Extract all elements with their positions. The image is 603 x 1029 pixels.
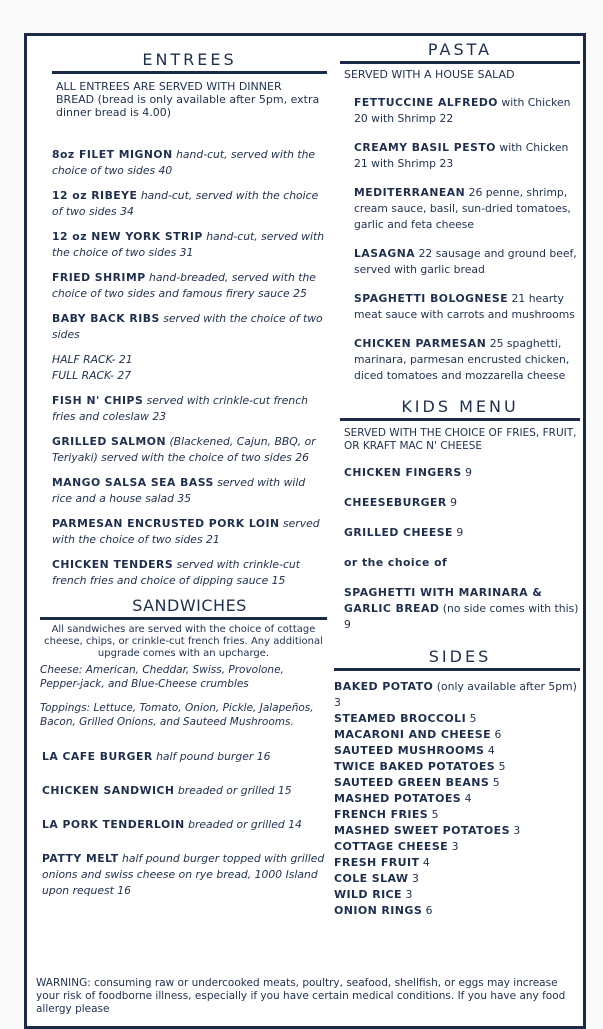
pasta-item-desc: 26 penne, shrimp, cream sauce, basil, sun-dried tomatoes, garlic and feta cheese <box>354 186 571 231</box>
pasta-item-name: LASAGNA <box>354 247 416 260</box>
entree-item <box>52 311 327 343</box>
sandwich-item-name: LA PORK TENDERLOIN <box>42 818 185 831</box>
sides-rule <box>334 668 580 671</box>
side-item <box>334 823 580 839</box>
pasta-item <box>354 246 580 278</box>
entree-item <box>52 147 327 179</box>
side-item-name: ONION RINGS <box>334 904 423 917</box>
side-item <box>334 711 580 727</box>
entree-item-name: FRIED SHRIMP <box>52 271 146 284</box>
side-item-desc: 5 <box>498 760 506 773</box>
sandwich-item-name: CHICKEN SANDWICH <box>42 784 175 797</box>
sandwiches-rule <box>40 617 327 620</box>
side-item-desc: 6 <box>425 904 433 917</box>
sandwich-item <box>42 749 327 765</box>
sandwich-item-desc: breaded or grilled 15 <box>177 784 292 797</box>
side-item-name: MASHED SWEET POTATOES <box>334 824 510 837</box>
side-item-desc: 3 <box>451 840 459 853</box>
sandwich-item <box>42 783 327 799</box>
side-item-name: SAUTEED GREEN BEANS <box>334 776 490 789</box>
side-item <box>334 727 580 743</box>
entree-item-name: PARMESAN ENCRUSTED PORK LOIN <box>52 517 280 530</box>
entree-item-desc: hand-breaded, served with the choice of two sides and famous firery sauce 25 <box>52 271 316 300</box>
side-item-desc: 4 <box>487 744 495 757</box>
side-item-desc: 4 <box>464 792 472 805</box>
side-item <box>334 839 580 855</box>
kids-rule <box>340 418 580 421</box>
entree-item-name: CHICKEN TENDERS <box>52 558 174 571</box>
kids-heading: KIDS MENU <box>401 397 519 416</box>
kids-item-name: CHICKEN FINGERS <box>344 466 462 479</box>
pasta-item-desc: 25 spaghetti, marinara, parmesan encrusted chicken, diced tomatoes and mozzarella cheese <box>354 337 570 382</box>
entree-item-name: 12 oz NEW YORK STRIP <box>52 230 203 243</box>
side-item-name: BAKED POTATO <box>334 680 434 693</box>
side-item <box>334 871 580 887</box>
kids-item <box>344 555 580 571</box>
entrees-rule <box>52 71 327 74</box>
side-item <box>334 807 580 823</box>
pasta-item-name: SPAGHETTI BOLOGNESE <box>354 292 509 305</box>
pasta-item-name: MEDITERRANEAN <box>354 186 466 199</box>
entree-list <box>52 147 327 589</box>
kids-item <box>344 525 580 541</box>
side-item-desc: 5 <box>431 808 439 821</box>
entree-item <box>52 188 327 220</box>
kids-item <box>344 585 580 633</box>
kids-item-name: CHEESEBURGER <box>344 496 447 509</box>
entree-item-name: 12 oz RIBEYE <box>52 189 138 202</box>
side-item <box>334 855 580 871</box>
entree-item <box>52 475 327 507</box>
entree-item <box>52 352 327 384</box>
entree-item <box>52 434 327 466</box>
pasta-item <box>354 291 580 323</box>
sandwich-item <box>42 851 327 899</box>
side-item-desc: (only available after 5pm) 3 <box>334 680 577 709</box>
kids-item <box>344 465 580 481</box>
side-item-name: COLE SLAW <box>334 872 409 885</box>
entree-item-desc: (Blackened, Cajun, BBQ, or Teriyaki) served with the choice of two sides 26 <box>52 435 316 464</box>
pasta-item <box>354 140 580 172</box>
entree-item-name: MANGO SALSA SEA BASS <box>52 476 214 489</box>
sides-list <box>334 679 580 919</box>
pasta-item-name: FETTUCCINE ALFREDO <box>354 96 498 109</box>
side-item-desc: 3 <box>405 888 413 901</box>
side-item-name: MASHED POTATOES <box>334 792 462 805</box>
pasta-heading: PASTA <box>427 40 493 59</box>
entree-item-name: FISH N' CHIPS <box>52 394 144 407</box>
side-item <box>334 887 580 903</box>
food-safety-warning: WARNING: consuming raw or undercooked meats, poultry, seafood, shellfish, or eggs may increase your risk of foodborne illness, especially if you have certain medical conditions. If you have any food allergy please <box>36 977 566 1015</box>
side-item-desc: 4 <box>422 856 430 869</box>
kids-item-name: SPAGHETTI WITH MARINARA & GARLIC BREAD <box>344 586 543 615</box>
entrees-heading: ENTREES <box>142 50 237 69</box>
entree-item-name: BABY BACK RIBS <box>52 312 160 325</box>
side-item-name: SAUTEED MUSHROOMS <box>334 744 485 757</box>
kids-item-name: GRILLED CHEESE <box>344 526 453 539</box>
sandwiches-note: All sandwiches are served with the choice of cottage cheese, chips, or crinkle-cut french fries. Any additional upgrade comes with an upcharge. <box>44 624 323 659</box>
side-item-name: TWICE BAKED POTATOES <box>334 760 496 773</box>
side-item-name: COTTAGE CHEESE <box>334 840 449 853</box>
side-item <box>334 679 580 711</box>
side-item-name: FRENCH FRIES <box>334 808 429 821</box>
pasta-item <box>354 95 580 127</box>
side-item-desc: 3 <box>513 824 521 837</box>
side-item-desc: 3 <box>411 872 419 885</box>
side-item-name: FRESH FRUIT <box>334 856 420 869</box>
kids-item-desc: (no side comes with this) 9 <box>344 602 579 631</box>
side-item <box>334 759 580 775</box>
sides-heading: SIDES <box>428 647 492 666</box>
sandwich-list <box>42 749 327 899</box>
entree-item <box>52 393 327 425</box>
side-item <box>334 743 580 759</box>
pasta-item-desc: with Chicken 21 with Shrimp 23 <box>354 141 569 170</box>
right-column <box>334 40 580 919</box>
side-item <box>334 791 580 807</box>
side-item-name: WILD RICE <box>334 888 402 901</box>
sandwich-item-name: PATTY MELT <box>42 852 119 865</box>
left-column <box>40 50 327 917</box>
entree-item-desc: hand-cut, served with the choice of two sides 31 <box>52 230 325 259</box>
side-item-name: MACARONI AND CHEESE <box>334 728 492 741</box>
entree-item <box>52 270 327 302</box>
entree-item-desc: HALF RACK- 21 FULL RACK- 27 <box>52 353 133 382</box>
sandwiches-heading: SANDWICHES <box>132 596 247 615</box>
kids-list <box>344 465 580 633</box>
entree-item-desc: hand-cut, served with the choice of two sides 34 <box>52 189 319 218</box>
entree-item-desc: served with crinkle-cut french fries and choice of dipping sauce 15 <box>52 558 300 587</box>
pasta-rule <box>340 61 580 64</box>
pasta-item <box>354 336 580 384</box>
topping-options: Toppings: Lettuce, Tomato, Onion, Pickle, Jalapeños, Bacon, Grilled Onions, and Sauteed Mushrooms. <box>40 702 314 728</box>
sandwich-item <box>42 817 327 833</box>
kids-item-name: or the choice of <box>344 556 448 569</box>
kids-item-desc: 9 <box>450 496 458 509</box>
pasta-item-desc: with Chicken 20 with Shrimp 22 <box>354 96 571 125</box>
kids-item-desc: 9 <box>465 466 473 479</box>
pasta-item-desc: 22 sausage and ground beef, served with garlic bread <box>354 247 577 276</box>
side-item-desc: 6 <box>494 728 502 741</box>
side-item-name: STEAMED BROCCOLI <box>334 712 467 725</box>
entrees-note: ALL ENTREES ARE SERVED WITH DINNER BREAD (bread is only available after 5pm, extra dinner bread is 4.00) <box>56 80 320 119</box>
pasta-note: SERVED WITH A HOUSE SALAD <box>344 68 515 81</box>
pasta-item <box>354 185 580 233</box>
entree-item-desc: served with wild rice and a house salad 35 <box>52 476 306 505</box>
entree-item-desc: hand-cut, served with the choice of two sides 40 <box>52 148 316 177</box>
kids-item-desc: 9 <box>456 526 464 539</box>
entree-item-desc: served with crinkle-cut french fries and coleslaw 23 <box>52 394 308 423</box>
sandwich-item-desc: half pound burger topped with grilled onions and swiss cheese on rye bread, 1000 Island upon request 16 <box>42 852 325 897</box>
entree-item <box>52 516 327 548</box>
side-item-desc: 5 <box>469 712 477 725</box>
sandwich-item-desc: breaded or grilled 14 <box>188 818 302 831</box>
pasta-item-name: CHICKEN PARMESAN <box>354 337 487 350</box>
pasta-list <box>354 95 580 384</box>
entree-item <box>52 557 327 589</box>
pasta-item-desc: 21 hearty meat sauce with carrots and mushrooms <box>354 292 575 321</box>
entree-item-name: GRILLED SALMON <box>52 435 167 448</box>
sandwich-item-desc: half pound burger 16 <box>156 750 271 763</box>
pasta-item-name: CREAMY BASIL PESTO <box>354 141 496 154</box>
side-item <box>334 775 580 791</box>
sandwich-item-name: LA CAFE BURGER <box>42 750 153 763</box>
kids-note: SERVED WITH THE CHOICE OF FRIES, FRUIT, OR KRAFT MAC N' CHEESE <box>344 427 577 452</box>
entree-item-desc: served with the choice of two sides <box>52 312 323 341</box>
entree-item-name: 8oz FILET MIGNON <box>52 148 173 161</box>
kids-item <box>344 495 580 511</box>
side-item-desc: 5 <box>492 776 500 789</box>
cheese-options: Cheese: American, Cheddar, Swiss, Provolone, Pepper-jack, and Blue-Cheese crumbles <box>40 664 284 690</box>
entree-item <box>52 229 327 261</box>
entree-item-desc: served with the choice of two sides 21 <box>52 517 320 546</box>
side-item <box>334 903 580 919</box>
